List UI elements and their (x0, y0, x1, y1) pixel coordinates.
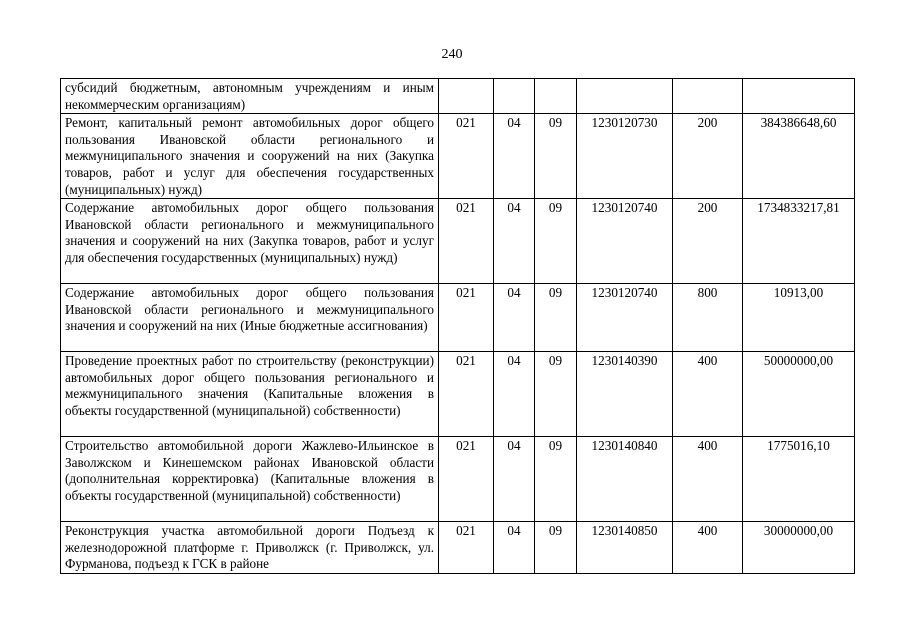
subsection-code: 09 (535, 114, 577, 199)
budget-table (60, 78, 855, 574)
target-article-code: 1230120730 (577, 114, 673, 199)
section-code: 04 (494, 352, 535, 437)
subsection-code: 09 (535, 437, 577, 522)
row-description: Содержание автомобильных дорог общего пользования Ивановской области регионального и межмуниципального значения и сооружений на них (Закупка товаров, работ и услуг для обеспечения государственных (муниципальных) нужд) (61, 199, 439, 284)
row-description: субсидий бюджетным, автономным учреждениям и иным некоммерческим организациям) (61, 79, 439, 114)
expense-type-code (673, 79, 743, 114)
section-code: 04 (494, 437, 535, 522)
amount-value: 1734833217,81 (743, 199, 855, 284)
section-code (494, 79, 535, 114)
table-row (61, 284, 855, 352)
section-code: 04 (494, 284, 535, 352)
subsection-code: 09 (535, 352, 577, 437)
amount-value (743, 79, 855, 114)
table-row (61, 437, 855, 522)
target-article-code: 1230120740 (577, 199, 673, 284)
subsection-code (535, 79, 577, 114)
ministry-code: 021 (439, 114, 494, 199)
target-article-code: 1230140840 (577, 437, 673, 522)
row-description: Проведение проектных работ по строительству (реконструкции) автомобильных дорог общего пользования регионального и межмуниципального значения (Капитальные вложения в объекты государственной (муниципальной) собственности) (61, 352, 439, 437)
row-description: Строительство автомобильной дороги Жажлево-Ильинское в Заволжском и Кинешемском районах Ивановской области (дополнительная корректировка) (Капитальные вложения в объекты государственной (муниципальной) собственности) (61, 437, 439, 522)
table-row (61, 79, 855, 114)
expense-type-code: 200 (673, 114, 743, 199)
row-description: Ремонт, капитальный ремонт автомобильных дорог общего пользования Ивановской области регионального и межмуниципального значения и сооружений на них (Закупка товаров, работ и услуг для обеспечения государственных (муниципальных) нужд) (61, 114, 439, 199)
amount-value: 10913,00 (743, 284, 855, 352)
table-row (61, 114, 855, 199)
page-number: 240 (441, 47, 463, 62)
target-article-code: 1230120740 (577, 284, 673, 352)
amount-value: 384386648,60 (743, 114, 855, 199)
expense-type-code: 400 (673, 437, 743, 522)
ministry-code: 021 (439, 522, 494, 574)
subsection-code: 09 (535, 522, 577, 574)
ministry-code: 021 (439, 352, 494, 437)
target-article-code: 1230140390 (577, 352, 673, 437)
table-row (61, 352, 855, 437)
subsection-code: 09 (535, 199, 577, 284)
section-code: 04 (494, 199, 535, 284)
row-description: Реконструкция участка автомобильной дороги Подъезд к железнодорожной платформе г. Приволжск (г. Приволжск, ул. Фурманова, подъезд к ГСК в районе (61, 522, 439, 574)
expense-type-code: 200 (673, 199, 743, 284)
amount-value: 50000000,00 (743, 352, 855, 437)
ministry-code: 021 (439, 284, 494, 352)
expense-type-code: 400 (673, 352, 743, 437)
ministry-code (439, 79, 494, 114)
section-code: 04 (494, 114, 535, 199)
section-code: 04 (494, 522, 535, 574)
table-row (61, 522, 855, 574)
table-row (61, 199, 855, 284)
expense-type-code: 400 (673, 522, 743, 574)
expense-type-code: 800 (673, 284, 743, 352)
subsection-code: 09 (535, 284, 577, 352)
amount-value: 1775016,10 (743, 437, 855, 522)
row-description: Содержание автомобильных дорог общего пользования Ивановской области регионального и межмуниципального значения и сооружений на них (Иные бюджетные ассигнования) (61, 284, 439, 352)
ministry-code: 021 (439, 437, 494, 522)
amount-value: 30000000,00 (743, 522, 855, 574)
target-article-code (577, 79, 673, 114)
target-article-code: 1230140850 (577, 522, 673, 574)
ministry-code: 021 (439, 199, 494, 284)
